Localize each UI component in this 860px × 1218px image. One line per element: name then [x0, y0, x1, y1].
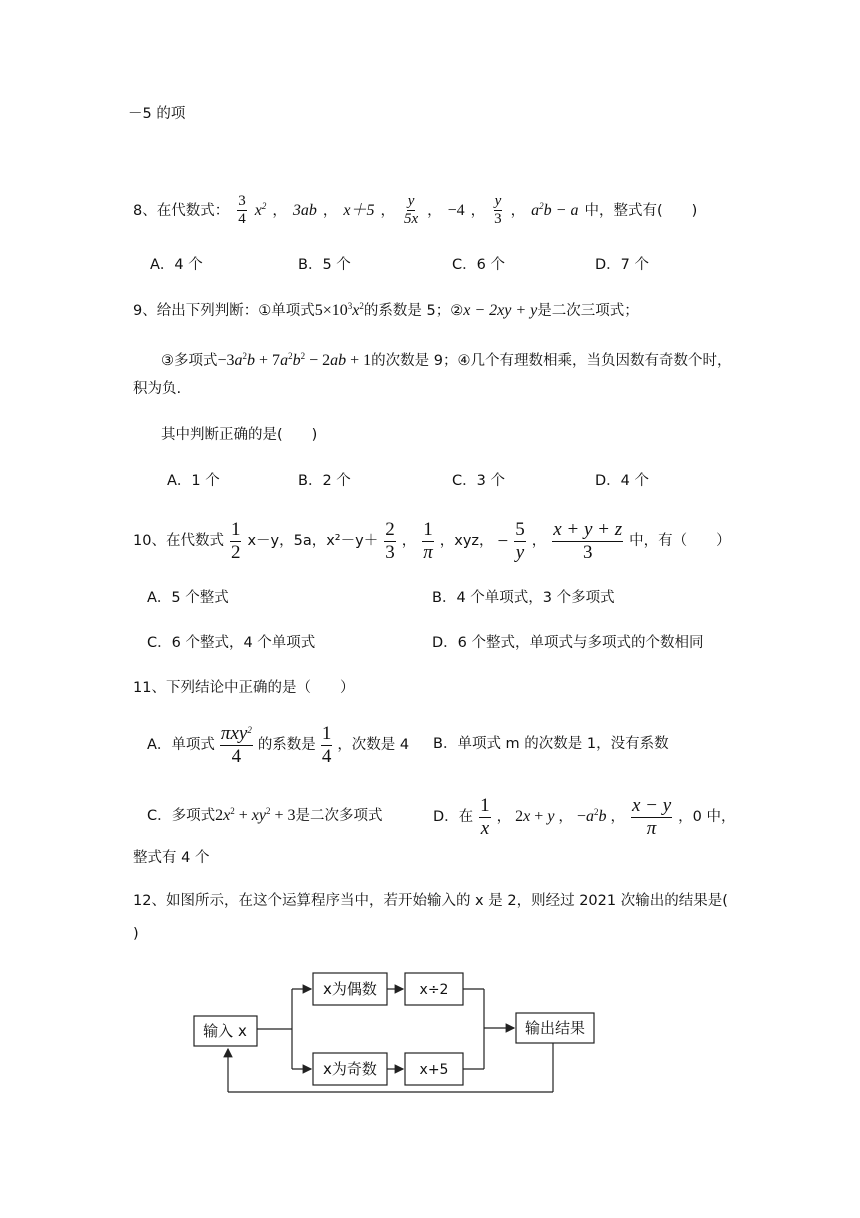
q10-option-b: B．4 个单项式，3 个多项式: [432, 590, 615, 606]
question-11-stem: 11、下列结论中正确的是（ ）: [133, 680, 355, 696]
q8-option-c: C．6 个: [452, 257, 505, 273]
question-12-line-1: 12、如图所示，在这个运算程序当中，若开始输入的 x 是 2，则经过 2021 次输出的结果是(: [133, 893, 728, 909]
q9-polynomial: $-3a^2b + 7a^2b^2 - 2ab + 1$: [217, 351, 372, 369]
q11-fraction-1-4: $\frac{1}{4}$: [321, 723, 332, 767]
q10-fraction-1-pi: $\frac{1}{\pi}$: [423, 519, 433, 563]
q11-option-a: A．单项式 $\frac{\pi xy^2}{4}$ 的系数是 $\frac{1}{4}$ ，次数是 4: [147, 723, 410, 767]
q11-fraction-pixy2-4: $\frac{\pi xy^2}{4}$: [220, 723, 252, 767]
q10-option-c: C．6 个整式，4 个单项式: [147, 635, 316, 651]
flow-input-box: [194, 1016, 257, 1046]
flow-even-label: x为偶数: [323, 980, 377, 998]
q11-fraction-xy-pi: $\frac{x - y}{\pi}$: [631, 795, 672, 839]
q9-option-c: C．3 个: [452, 473, 505, 489]
question-12-line-2: ): [133, 926, 139, 942]
q8-term-a2b-a: $a^2b - a$: [531, 200, 579, 219]
q9-term-5x10: $5\times 10^3x^2$: [314, 301, 364, 319]
q9-option-d: D．4 个: [595, 473, 649, 489]
q9-option-a: A．1 个: [167, 473, 220, 489]
q11-option-d: D．在 $\frac{1}{x}$ ， 2x + y ， $-a^2b$ ， $\frac{x - y}{\pi}$ ，0 中，: [433, 795, 736, 839]
flow-odd-label: x为奇数: [323, 1060, 377, 1078]
q11-option-c: C．多项式$2x^2 + xy^2 + 3$是二次多项式: [147, 806, 383, 824]
question-9-line-3: 积为负.: [133, 381, 182, 397]
q11-polynomial: $2x^2 + xy^2 + 3$: [215, 806, 296, 824]
question-9-line-1: 9、给出下列判断：①单项式$5\times 10^3x^2$的系数是 5；②x − 2xy + y是二次三项式；: [133, 301, 639, 319]
flow-plus5-label: x+5: [419, 1062, 449, 1078]
question-9-line-4: 其中判断正确的是( ): [161, 427, 318, 443]
q10-fraction-2-3: $\frac{2}{3}$: [385, 519, 395, 563]
q8-term-x5: x＋5: [343, 201, 375, 219]
q8-tail: 中，整式有( ): [584, 202, 698, 219]
flow-plus5-box: [405, 1053, 463, 1085]
q10-option-a: A．5 个整式: [147, 590, 229, 606]
flow-odd-box: [313, 1053, 387, 1085]
flow-div2-label: x÷2: [419, 982, 449, 998]
q11-fraction-1-x: $\frac{1}{x}$: [480, 795, 490, 839]
flow-div2-box: [405, 973, 463, 1005]
question-10: 10、在代数式 $\frac{1}{2}$ x－y，5a，x²－y＋ $\frac{2}{3}$ ， $\frac{1}{\pi}$ ，xyz， − $\frac{5}{y}$ ， $\frac{x + y + z}{3}$ 中，有（ ）: [133, 519, 731, 563]
q10-fraction-5-y: $\frac{5}{y}$: [515, 519, 525, 563]
q8-term-neg4: −4: [447, 201, 465, 219]
q8-option-a: A．4 个: [150, 257, 203, 273]
q8-option-b: B．5 个: [298, 257, 351, 273]
q10-fraction-1-2: $\frac{1}{2}$: [230, 519, 241, 563]
q8-fraction-y-5x: $\frac{y}{5x}$: [403, 193, 419, 228]
q10-fraction-xyz-3: $\frac{x + y + z}{3}$: [553, 519, 623, 563]
q8-fraction-y-3: $\frac{y}{3}$: [494, 193, 502, 228]
question-8: 8、在代数式： $\frac{3}{4}$ $x^2$ ， 3ab ， x＋5 ， $\frac{y}{5x}$ ， −4 ， $\frac{y}{3}$ ， $a^2b - a$ 中，整式有( ): [133, 193, 698, 228]
flow-output-label: 输出结果: [524, 1019, 586, 1037]
q9-term-x-2xy-y: x − 2xy + y: [463, 302, 538, 319]
previous-question-fragment: －5 的项: [128, 106, 186, 122]
q11-option-b: B．单项式 m 的次数是 1，没有系数: [433, 736, 669, 752]
flow-input-label: 输入 x: [203, 1022, 247, 1040]
q9-option-b: B．2 个: [298, 473, 351, 489]
q10-option-d: D．6 个整式，单项式与多项式的个数相同: [432, 635, 704, 651]
flow-output-box: [516, 1013, 594, 1043]
q8-term-3ab: 3ab: [292, 201, 317, 219]
q11-option-d-continued: 整式有 4 个: [133, 850, 210, 866]
flow-even-box: [313, 973, 387, 1005]
q8-option-d: D．7 个: [595, 257, 649, 273]
question-9-line-2: ③多项式$-3a^2b + 7a^2b^2 - 2ab + 1$的次数是 9；④几个有理数相乘，当负因数有奇数个时，: [161, 351, 732, 369]
q8-fraction-3-4: $\frac{3}{4}$: [238, 193, 246, 228]
q8-lead: 8、在代数式：: [133, 202, 230, 219]
